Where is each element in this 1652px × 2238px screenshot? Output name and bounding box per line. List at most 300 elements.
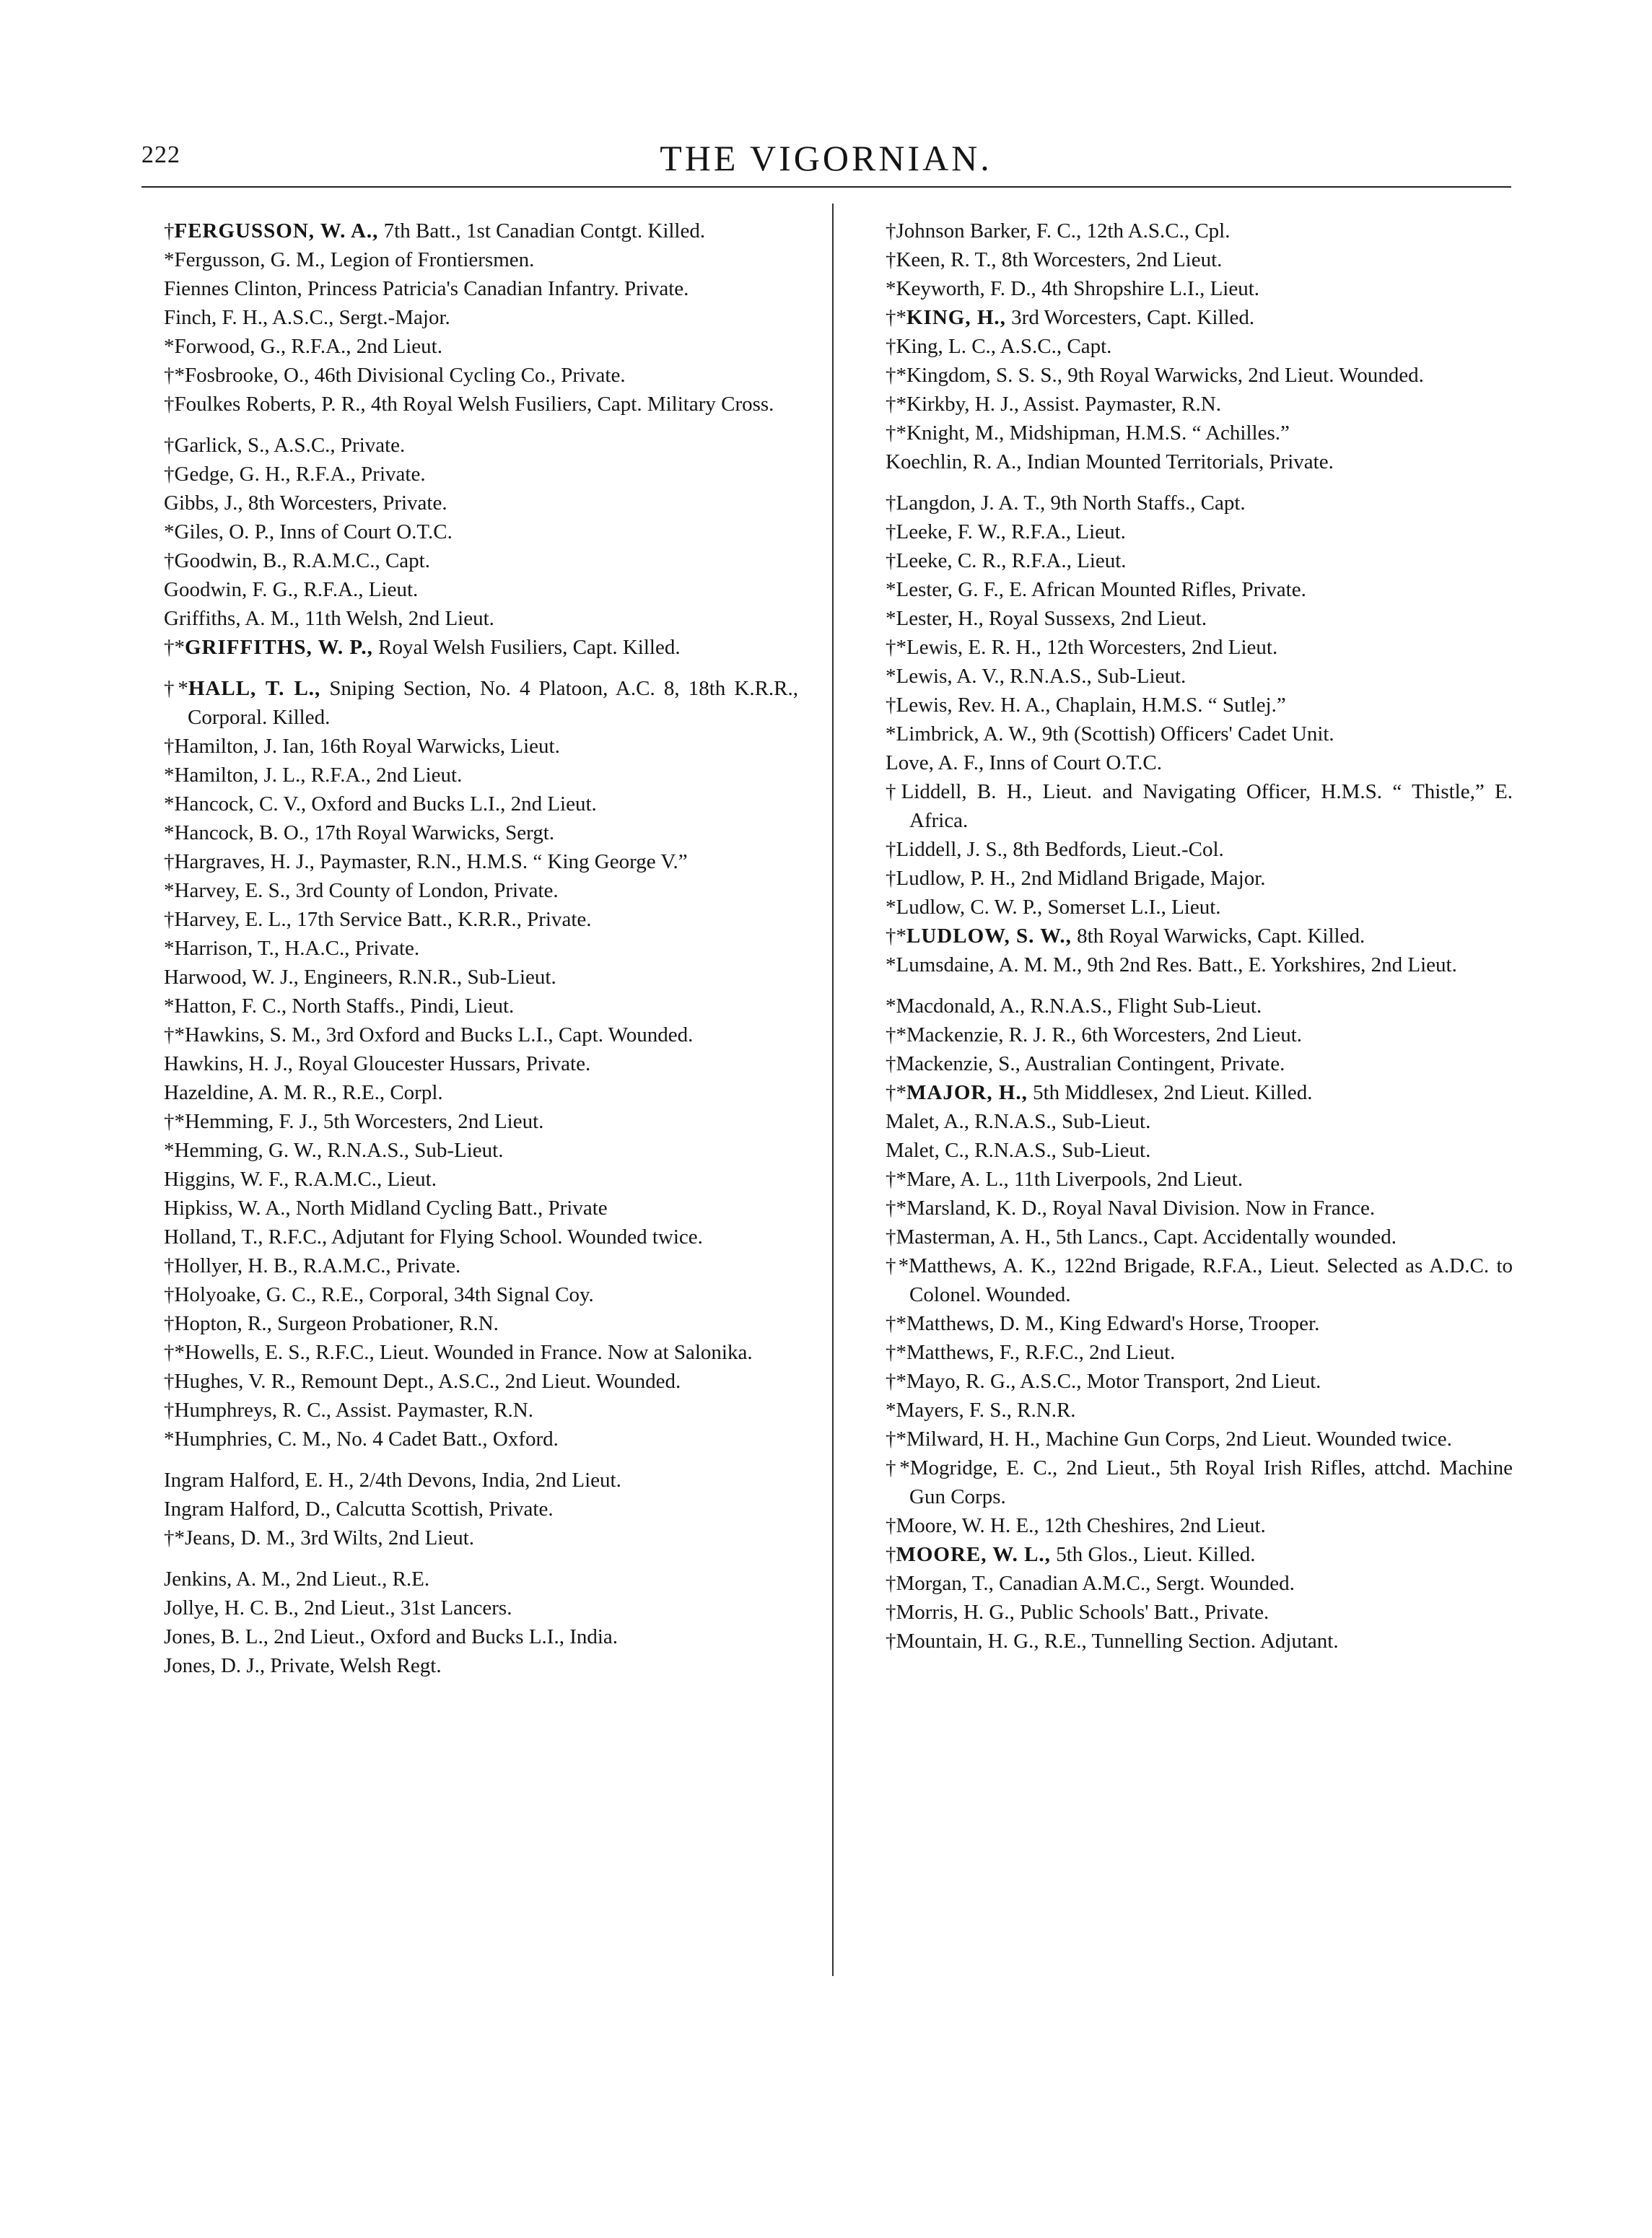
entry-name: Lewis, E. R. H., bbox=[906, 636, 1041, 659]
entry-name: Holland, T., bbox=[164, 1225, 263, 1249]
entry-name: Johnson Barker, F. C., bbox=[896, 219, 1082, 242]
roll-entry bbox=[863, 489, 1513, 517]
roll-entry bbox=[863, 1136, 1513, 1165]
entry-details: Oxford and Bucks L.I., 2nd Lieut. bbox=[306, 792, 597, 816]
entry-mark: †* bbox=[886, 393, 906, 416]
entry-details: 3rd Wilts, 2nd Lieut. bbox=[295, 1526, 475, 1549]
entry-details: 9th (Scottish) Officers' Cadet Unit. bbox=[1036, 722, 1334, 746]
entry-details: Assist. Paymaster, R.N. bbox=[331, 1399, 533, 1422]
roll-entry bbox=[141, 1466, 798, 1495]
entry-details: 2nd Midland Brigade, Major. bbox=[1015, 867, 1266, 890]
roll-entry bbox=[863, 835, 1513, 864]
roll-entry bbox=[863, 1367, 1513, 1396]
roll-entry bbox=[141, 1194, 798, 1223]
entry-details: Inns of Court O.T.C. bbox=[274, 520, 453, 543]
entry-name: Jenkins, A. M., bbox=[164, 1568, 291, 1591]
entry-mark: * bbox=[164, 1139, 175, 1162]
roll-entry bbox=[863, 992, 1513, 1020]
entry-details: 122nd Brigade, R.F.A., Lieut. Selected as A.D.C. to Colonel. Wounded. bbox=[909, 1254, 1513, 1306]
roll-entry bbox=[141, 604, 798, 633]
entry-details: Inns of Court O.T.C. bbox=[984, 751, 1163, 774]
entry-name: Liddell, B. H., bbox=[901, 780, 1033, 803]
entry-details: 5th Glos., Lieut. Killed. bbox=[1050, 1543, 1256, 1566]
entry-mark: † bbox=[164, 1283, 175, 1306]
entry-name: Macdonald, A., bbox=[896, 995, 1026, 1018]
entry-name: Mayo, R. G., bbox=[906, 1370, 1016, 1393]
entry-name: Hancock, C. V., bbox=[174, 792, 307, 816]
entry-mark: † bbox=[164, 1254, 175, 1277]
entry-mark: † bbox=[164, 549, 175, 572]
entry-name: MAJOR, H., bbox=[906, 1081, 1028, 1104]
entry-mark: †* bbox=[886, 636, 906, 659]
roll-entry bbox=[863, 1309, 1513, 1338]
roll-entry bbox=[863, 1165, 1513, 1194]
entry-mark: † bbox=[886, 867, 896, 890]
entry-name: Mackenzie, S., bbox=[896, 1052, 1021, 1075]
roll-entry bbox=[141, 732, 798, 761]
entry-name: Harrison, T., bbox=[174, 937, 280, 960]
entry-details: Royal Welsh Fusiliers, Capt. Killed. bbox=[372, 636, 681, 659]
roll-entry bbox=[141, 1622, 798, 1651]
entry-mark: * bbox=[886, 607, 896, 630]
entry-name: Hamilton, J. L., bbox=[174, 764, 306, 787]
entry-name: Morgan, T., bbox=[896, 1572, 994, 1595]
entry-mark: † bbox=[164, 908, 175, 931]
entry-details: 5th Worcesters, 2nd Lieut. bbox=[318, 1110, 544, 1133]
entry-details: Paymaster, R.N., H.M.S. “ King George V.” bbox=[314, 850, 688, 873]
entry-mark: † bbox=[886, 335, 896, 358]
entry-name: Langdon, J. A. T., bbox=[896, 491, 1046, 515]
entry-mark: * bbox=[164, 248, 175, 271]
entry-details: Private, Welsh Regt. bbox=[265, 1654, 442, 1677]
entry-mark: † bbox=[886, 520, 896, 543]
entry-details: 9th North Staffs., Capt. bbox=[1045, 491, 1246, 515]
entry-name: Hipkiss, W. A., bbox=[164, 1197, 291, 1220]
entry-mark: * bbox=[164, 821, 175, 844]
roll-entry bbox=[141, 761, 798, 790]
roll-entry bbox=[863, 604, 1513, 633]
roll-entry bbox=[863, 1078, 1513, 1107]
entry-name: Hawkins, S. M., bbox=[185, 1023, 321, 1046]
roll-entry bbox=[141, 1136, 798, 1165]
roll-entry bbox=[141, 1524, 798, 1552]
entry-mark: † bbox=[164, 393, 175, 416]
entry-details: Assist. Paymaster, R.N. bbox=[1019, 393, 1222, 416]
entry-details: Remount Dept., A.S.C., 2nd Lieut. Wounded. bbox=[295, 1370, 681, 1393]
roll-entry bbox=[863, 447, 1513, 476]
column-divider bbox=[832, 204, 834, 1976]
entry-details: Calcutta Scottish, Private. bbox=[331, 1498, 554, 1521]
entry-mark: †* bbox=[164, 1023, 185, 1046]
entry-details: 3rd Worcesters, Capt. Killed. bbox=[1005, 306, 1255, 329]
entry-details: 12th Cheshires, 2nd Lieut. bbox=[1039, 1514, 1266, 1537]
entry-name: Forwood, G., bbox=[174, 335, 287, 358]
entry-name: Harvey, E. L., bbox=[174, 908, 292, 931]
roll-entry bbox=[863, 1020, 1513, 1049]
entry-mark: † bbox=[886, 549, 896, 572]
entry-mark: †* bbox=[886, 1197, 906, 1220]
entry-details: Royal Naval Division. Now in France. bbox=[1046, 1197, 1376, 1220]
entry-details: R.F.A., Lieut. bbox=[1005, 520, 1126, 543]
entry-mark: †* bbox=[886, 421, 906, 445]
roll-entry bbox=[863, 662, 1513, 691]
entry-details: Chaplain, H.M.S. “ Sutlej.” bbox=[1050, 694, 1286, 717]
roll-entry bbox=[863, 217, 1513, 245]
entry-details: 8th Worcesters, Private. bbox=[242, 491, 447, 515]
entry-name: Mountain, H. G., bbox=[896, 1630, 1039, 1653]
journal-title: THE VIGORNIAN. bbox=[660, 138, 992, 178]
entry-mark: † bbox=[886, 248, 896, 271]
roll-entry bbox=[863, 633, 1513, 662]
entry-name: Fosbrooke, O., bbox=[185, 364, 310, 387]
entry-mark: * bbox=[886, 995, 896, 1018]
entry-details: 8th Royal Warwicks, Capt. Killed. bbox=[1071, 925, 1365, 948]
roll-entry bbox=[141, 245, 798, 274]
roll-entry bbox=[863, 1425, 1513, 1454]
entry-mark: * bbox=[164, 1428, 175, 1451]
entry-mark: †* bbox=[886, 1370, 906, 1393]
entry-mark: * bbox=[164, 995, 175, 1018]
roll-entry bbox=[141, 274, 798, 303]
entry-name: Ludlow, P. H., bbox=[896, 867, 1016, 890]
entry-mark: * bbox=[164, 879, 175, 902]
roll-entry bbox=[141, 546, 798, 575]
entry-details: Midshipman, H.M.S. “ Achilles.” bbox=[1004, 421, 1290, 445]
entry-details: A.S.C., Motor Transport, 2nd Lieut. bbox=[1015, 1370, 1321, 1393]
entry-mark: †* bbox=[886, 1456, 910, 1479]
entry-name: Hamilton, J. Ian, bbox=[174, 735, 315, 758]
roll-entry bbox=[863, 1107, 1513, 1136]
entry-details: R.A.M.C., Lieut. bbox=[289, 1168, 437, 1191]
entry-name: Hopton, R., bbox=[174, 1312, 272, 1335]
entry-name: Koechlin, R. A., bbox=[886, 450, 1022, 473]
entry-name: Hollyer, H. B., bbox=[174, 1254, 298, 1277]
entry-mark: † bbox=[886, 1572, 896, 1595]
entry-details: 2nd Lieut., 31st Lancers. bbox=[298, 1596, 512, 1620]
entry-name: Marsland, K. D., bbox=[906, 1197, 1047, 1220]
entry-name: Lester, G. F., bbox=[896, 578, 1005, 601]
right-column bbox=[863, 217, 1513, 1656]
entry-name: Masterman, A. H., bbox=[896, 1225, 1051, 1249]
entry-name: Lester, H., bbox=[896, 607, 984, 630]
entry-name: Foulkes Roberts, P. R., bbox=[174, 393, 366, 416]
roll-entry bbox=[863, 950, 1513, 979]
entry-details: 9th Royal Warwicks, 2nd Lieut. Wounded. bbox=[1062, 364, 1424, 387]
entry-details: Sniping Section, No. 4 Platoon, A.C. 8, 18th K.R.R., Corporal. Killed. bbox=[188, 677, 799, 729]
entry-mark: † bbox=[164, 434, 175, 457]
roll-entry bbox=[863, 691, 1513, 720]
entry-mark: †* bbox=[164, 636, 185, 659]
entry-mark: † bbox=[886, 491, 896, 515]
roll-entry bbox=[141, 303, 798, 332]
entry-details: Royal Gloucester Hussars, Private. bbox=[292, 1052, 591, 1075]
entry-details: 12th Worcesters, 2nd Lieut. bbox=[1041, 636, 1278, 659]
entry-mark: †* bbox=[886, 1081, 906, 1104]
roll-entry bbox=[863, 390, 1513, 419]
entry-name: Finch, F. H., bbox=[164, 306, 268, 329]
entry-name: Kirkby, H. J., bbox=[906, 393, 1020, 416]
entry-mark: †* bbox=[886, 1428, 906, 1451]
roll-entry bbox=[141, 1594, 798, 1622]
roll-entry bbox=[141, 1251, 798, 1280]
entry-mark: † bbox=[164, 1399, 175, 1422]
entry-details: 5th Middlesex, 2nd Lieut. Killed. bbox=[1027, 1081, 1313, 1104]
entry-name: King, L. C., bbox=[896, 335, 997, 358]
entry-details: R.F.C., 2nd Lieut. bbox=[1020, 1341, 1176, 1364]
left-column bbox=[141, 217, 798, 1680]
entry-details: E. African Mounted Rifles, Private. bbox=[1004, 578, 1306, 601]
roll-entry bbox=[863, 1511, 1513, 1540]
entry-details: R.N.A.S., Sub-Lieut. bbox=[1004, 665, 1186, 688]
entry-name: Gedge, G. H., bbox=[174, 463, 291, 486]
entry-mark: †* bbox=[164, 1110, 185, 1133]
roll-entry bbox=[141, 460, 798, 489]
entry-details: Surgeon Probationer, R.N. bbox=[271, 1312, 499, 1335]
entry-details: R.F.A., Lieut. bbox=[1006, 549, 1127, 572]
roll-entry bbox=[863, 893, 1513, 922]
entry-name: Leeke, C. R., bbox=[896, 549, 1007, 572]
roll-entry bbox=[141, 1651, 798, 1680]
entry-details: 2nd Lieut., 5th Royal Irish Rifles, attchd. Machine Gun Corps. bbox=[909, 1456, 1513, 1508]
entry-mark: * bbox=[886, 953, 896, 976]
entry-details: R.E., Corporal, 34th Signal Coy. bbox=[316, 1283, 594, 1306]
entry-details: 6th Worcesters, 2nd Lieut. bbox=[1076, 1023, 1303, 1046]
entry-name: Kingdom, S. S. S., bbox=[906, 364, 1062, 387]
entry-mark: † bbox=[164, 1370, 175, 1393]
entry-name: Higgins, W. F., bbox=[164, 1168, 289, 1191]
entry-name: Fiennes Clinton, bbox=[164, 277, 302, 300]
entry-name: FERGUSSON, W. A., bbox=[174, 219, 379, 242]
entry-name: GRIFFITHS, W. P., bbox=[185, 636, 373, 659]
roll-entry bbox=[863, 575, 1513, 604]
entry-name: Keyworth, F. D., bbox=[896, 277, 1036, 300]
entry-name: Malet, C., bbox=[886, 1139, 969, 1162]
entry-name: Mayers, F. S., bbox=[896, 1399, 1012, 1422]
entry-name: Knight, M., bbox=[906, 421, 1005, 445]
entry-details: 17th Royal Warwicks, Sergt. bbox=[309, 821, 555, 844]
entry-details: King Edward's Horse, Trooper. bbox=[1054, 1312, 1320, 1335]
entry-details: R.F.A., Lieut. bbox=[298, 578, 419, 601]
entry-name: Fergusson, G. M., bbox=[174, 248, 325, 271]
entry-name: Jeans, D. M., bbox=[185, 1526, 296, 1549]
entry-mark: * bbox=[164, 520, 175, 543]
entry-name: Harwood, W. J., bbox=[164, 966, 299, 989]
entry-details: North Midland Cycling Batt., Private bbox=[290, 1197, 608, 1220]
roll-entry bbox=[141, 1165, 798, 1194]
roll-entry bbox=[141, 431, 798, 460]
entry-details: 5th Lancs., Capt. Accidentally wounded. bbox=[1050, 1225, 1397, 1249]
roll-entry bbox=[863, 922, 1513, 950]
roll-entry bbox=[863, 1338, 1513, 1367]
entry-details: R.N.A.S., Sub-Lieut. bbox=[322, 1139, 504, 1162]
entry-mark: †* bbox=[886, 1254, 909, 1277]
entry-mark: * bbox=[886, 722, 896, 746]
entry-name: Goodwin, F. G., bbox=[164, 578, 299, 601]
roll-entry bbox=[141, 1425, 798, 1454]
entry-details: No. 4 Cadet Batt., Oxford. bbox=[331, 1428, 559, 1451]
entry-details: Royal Sussexs, 2nd Lieut. bbox=[983, 607, 1207, 630]
entry-name: Hatton, F. C., bbox=[174, 995, 287, 1018]
entry-details: R.E., Corpl. bbox=[337, 1081, 443, 1104]
entry-details: 16th Royal Warwicks, Lieut. bbox=[314, 735, 560, 758]
roll-entry bbox=[141, 217, 798, 245]
entry-name: Ingram Halford, E. H., bbox=[164, 1469, 354, 1492]
roll-entry bbox=[141, 1309, 798, 1338]
entry-details: 17th Service Batt., K.R.R., Private. bbox=[291, 908, 592, 931]
roll-entry bbox=[863, 1540, 1513, 1569]
entry-mark: †* bbox=[886, 1023, 906, 1046]
entry-name: KING, H., bbox=[906, 306, 1006, 329]
entry-details: 8th Worcesters, 2nd Lieut. bbox=[996, 248, 1223, 271]
roll-entry bbox=[863, 1569, 1513, 1598]
entry-name: Ingram Halford, D., bbox=[164, 1498, 331, 1521]
entry-details: Machine Gun Corps, 2nd Lieut. Wounded twice. bbox=[1040, 1428, 1452, 1451]
roll-entry bbox=[141, 674, 798, 732]
entry-details: Somerset L.I., Lieut. bbox=[1042, 896, 1221, 919]
roll-entry bbox=[141, 1107, 798, 1136]
entry-name: Jones, D. J., bbox=[164, 1654, 266, 1677]
entry-mark: * bbox=[164, 937, 175, 960]
entry-mark: †* bbox=[164, 1341, 185, 1364]
entry-mark: †* bbox=[886, 306, 906, 329]
entry-name: Keen, R. T., bbox=[896, 248, 997, 271]
entry-mark: * bbox=[164, 792, 175, 816]
entry-details: R.F.C., Lieut. Wounded in France. Now at Salonika. bbox=[310, 1341, 753, 1364]
entry-mark: † bbox=[886, 1630, 896, 1653]
roll-entry bbox=[141, 575, 798, 604]
entry-mark: †* bbox=[886, 925, 906, 948]
roll-entry bbox=[863, 1223, 1513, 1251]
entry-name: Jones, B. L., bbox=[164, 1625, 268, 1648]
entry-name: Hazeldine, A. M. R., bbox=[164, 1081, 338, 1104]
entry-details: Princess Patricia's Canadian Infantry. Private. bbox=[302, 277, 689, 300]
entry-name: Hughes, V. R., bbox=[174, 1370, 296, 1393]
entry-mark: * bbox=[886, 277, 896, 300]
entry-name: Limbrick, A. W., bbox=[896, 722, 1037, 746]
entry-name: Mackenzie, R. J. R., bbox=[906, 1023, 1077, 1046]
entry-details: 2nd Lieut., Oxford and Bucks L.I., India. bbox=[268, 1625, 619, 1648]
entry-details: R.N.A.S., Flight Sub-Lieut. bbox=[1025, 995, 1262, 1018]
entry-details: Indian Mounted Territorials, Private. bbox=[1021, 450, 1334, 473]
entry-name: LUDLOW, S. W., bbox=[906, 925, 1072, 948]
roll-entry bbox=[863, 546, 1513, 575]
entry-details: R.F.C., Adjutant for Flying School. Wounded twice. bbox=[263, 1225, 703, 1249]
entry-details: R.F.A., 2nd Lieut. bbox=[286, 335, 442, 358]
entry-mark: † bbox=[886, 1601, 896, 1624]
entry-name: Giles, O. P., bbox=[174, 520, 275, 543]
entry-details: 2/4th Devons, India, 2nd Lieut. bbox=[354, 1469, 621, 1492]
roll-entry bbox=[863, 361, 1513, 390]
entry-mark: † bbox=[886, 1514, 896, 1537]
entry-mark: * bbox=[164, 335, 175, 358]
roll-entry bbox=[863, 332, 1513, 361]
entry-details: 4th Shropshire L.I., Lieut. bbox=[1036, 277, 1260, 300]
entry-name: Leeke, F. W., bbox=[896, 520, 1006, 543]
entry-mark: † bbox=[164, 463, 175, 486]
entry-details: 12th A.S.C., Cpl. bbox=[1081, 219, 1231, 242]
roll-entry bbox=[863, 1627, 1513, 1656]
entry-details: R.E., Tunnelling Section. Adjutant. bbox=[1039, 1630, 1339, 1653]
entry-mark: † bbox=[886, 1052, 896, 1075]
entry-details: R.N.R. bbox=[1011, 1399, 1076, 1422]
entry-mark: * bbox=[886, 1399, 896, 1422]
roll-entry bbox=[863, 1454, 1513, 1511]
entry-details: 3rd Oxford and Bucks L.I., Capt. Wounded. bbox=[320, 1023, 694, 1046]
entry-details: 11th Liverpools, 2nd Lieut. bbox=[1008, 1168, 1244, 1191]
roll-entry bbox=[141, 332, 798, 361]
header-rule bbox=[141, 186, 1511, 188]
entry-mark: * bbox=[886, 896, 896, 919]
entry-details: 8th Bedfords, Lieut.-Col. bbox=[1008, 838, 1224, 861]
roll-entry bbox=[141, 489, 798, 517]
entry-details: 46th Divisional Cycling Co., Private. bbox=[309, 364, 626, 387]
roll-entry bbox=[141, 818, 798, 847]
entry-name: Love, A. F., bbox=[886, 751, 984, 774]
entry-mark: * bbox=[886, 665, 896, 688]
entry-details: 3rd County of London, Private. bbox=[290, 879, 559, 902]
roll-entry bbox=[141, 1495, 798, 1524]
roll-entry bbox=[141, 361, 798, 390]
entry-details: H.A.C., Private. bbox=[279, 937, 420, 960]
roll-entry bbox=[863, 777, 1513, 835]
entry-mark: † bbox=[164, 219, 175, 242]
entry-details: A.S.C., Private. bbox=[269, 434, 406, 457]
roll-entry bbox=[141, 1020, 798, 1049]
entry-mark: †* bbox=[886, 364, 906, 387]
roll-entry bbox=[863, 1049, 1513, 1078]
entry-details: R.N.A.S., Sub-Lieut. bbox=[969, 1110, 1151, 1133]
entry-name: Mare, A. L., bbox=[906, 1168, 1009, 1191]
roll-entry bbox=[141, 847, 798, 876]
entry-details: R.F.A., Private. bbox=[290, 463, 426, 486]
entry-details: Lieut. and Navigating Officer, H.M.S. “ Thistle,” E. Africa. bbox=[909, 780, 1513, 832]
entry-name: Malet, A., bbox=[886, 1110, 969, 1133]
entry-details: Public Schools' Batt., Private. bbox=[1014, 1601, 1269, 1624]
roll-entry bbox=[141, 992, 798, 1020]
roll-entry bbox=[141, 790, 798, 818]
page-number: 222 bbox=[141, 141, 180, 168]
entry-name: Lewis, A. V., bbox=[896, 665, 1005, 688]
entry-details: R.A.M.C., Capt. bbox=[287, 549, 430, 572]
entry-mark: †* bbox=[886, 1168, 906, 1191]
entry-details: 2nd Lieut., R.E. bbox=[290, 1568, 430, 1591]
roll-entry bbox=[141, 390, 798, 419]
roll-entry bbox=[141, 1367, 798, 1396]
entry-details: 7th Batt., 1st Canadian Contgt. Killed. bbox=[378, 219, 706, 242]
entry-name: Hargraves, H. J., bbox=[174, 850, 315, 873]
roll-entry bbox=[863, 1396, 1513, 1425]
roll-entry bbox=[141, 934, 798, 963]
roll-entry bbox=[141, 1223, 798, 1251]
entry-details: A.S.C., Sergt.-Major. bbox=[268, 306, 450, 329]
entry-mark: † bbox=[164, 1312, 175, 1335]
entry-details: A.S.C., Capt. bbox=[996, 335, 1112, 358]
entry-mark: † bbox=[886, 838, 896, 861]
entry-name: Griffiths, A. M., bbox=[164, 607, 300, 630]
entry-mark: † bbox=[164, 735, 175, 758]
entry-mark: † bbox=[886, 780, 901, 803]
entry-mark: †* bbox=[164, 364, 185, 387]
entry-name: Hancock, B. O., bbox=[174, 821, 310, 844]
entry-name: Howells, E. S., bbox=[185, 1341, 310, 1364]
roll-entry bbox=[863, 245, 1513, 274]
entry-name: Hemming, F. J., bbox=[185, 1110, 318, 1133]
entry-name: Garlick, S., bbox=[174, 434, 270, 457]
entry-details: 4th Royal Welsh Fusiliers, Capt. Military Cross. bbox=[365, 393, 774, 416]
roll-entry bbox=[863, 748, 1513, 777]
entry-name: Lumsdaine, A. M. M., bbox=[896, 953, 1083, 976]
roll-entry bbox=[141, 1565, 798, 1594]
